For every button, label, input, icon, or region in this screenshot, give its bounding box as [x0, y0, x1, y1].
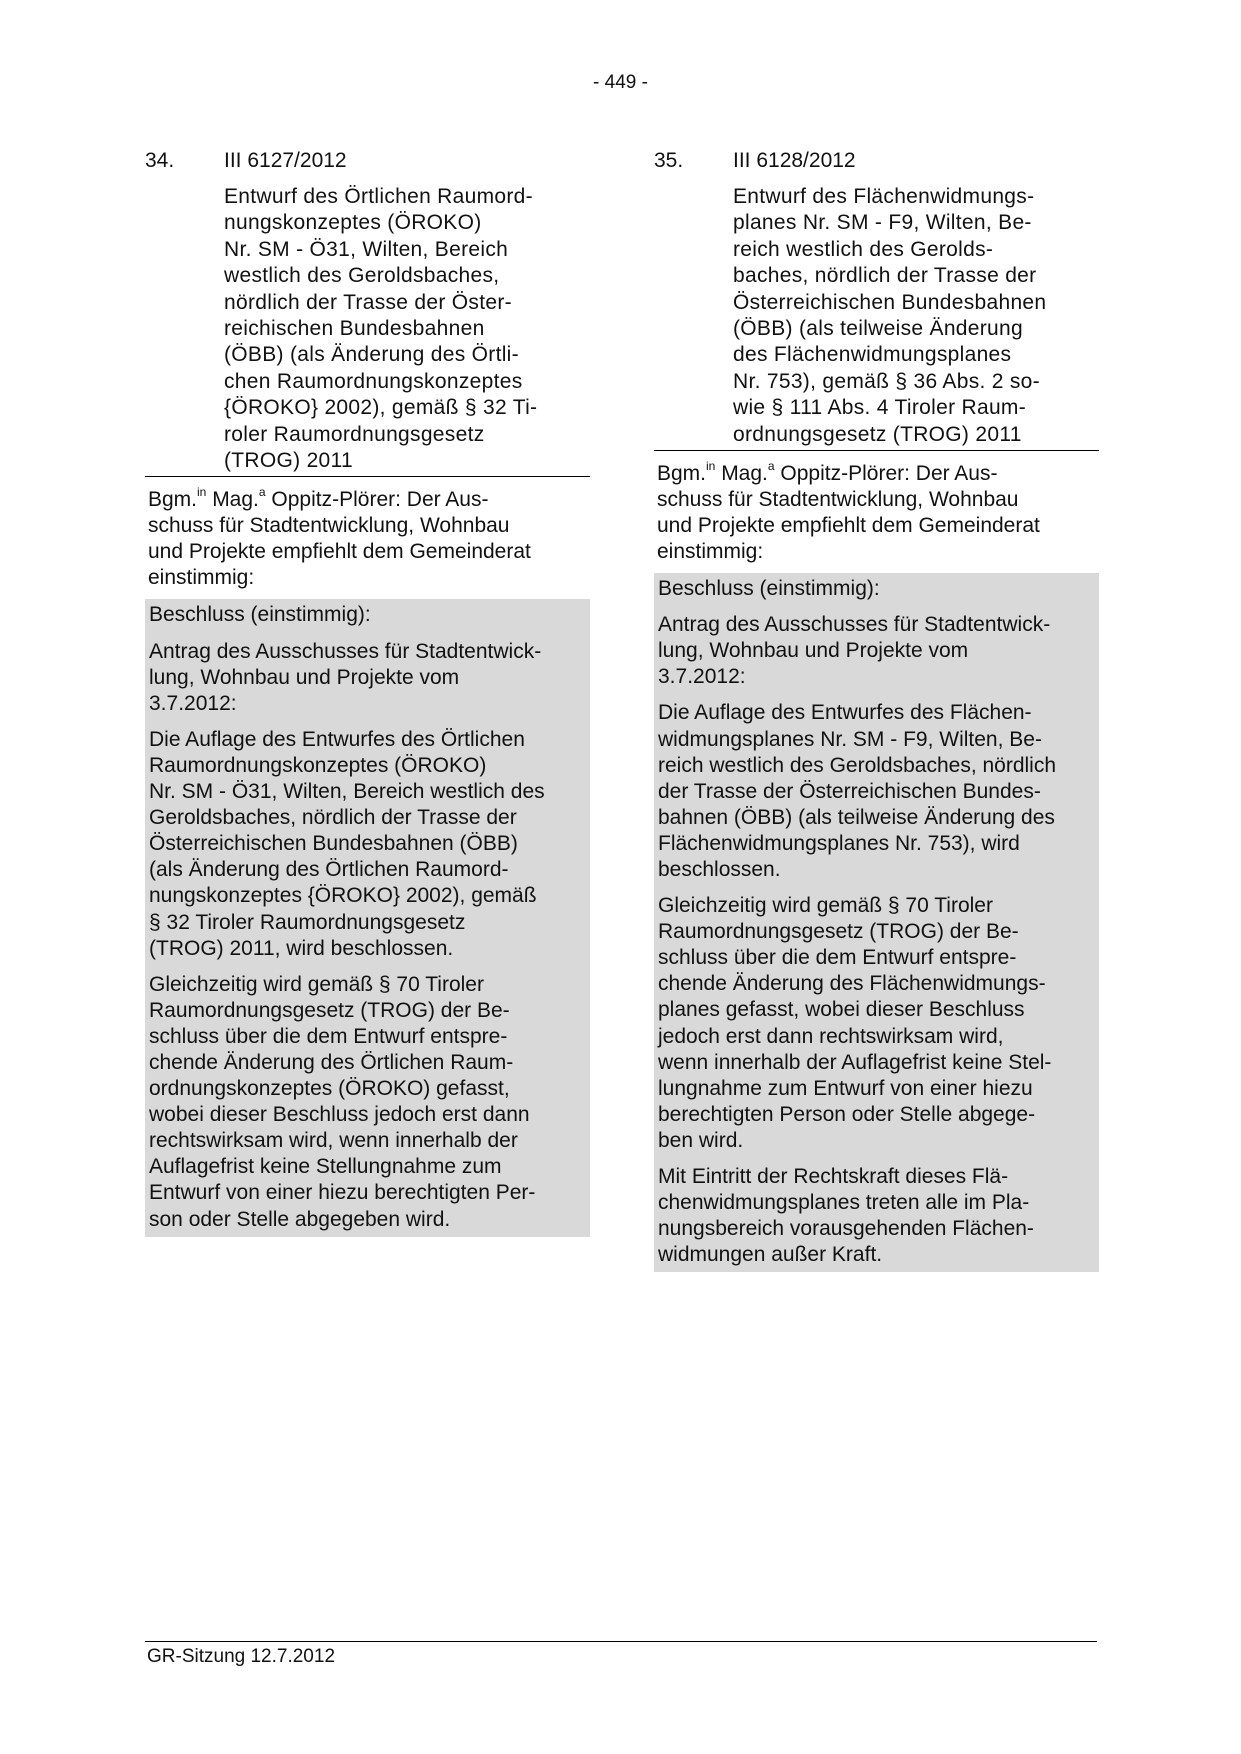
- item-reference: III 6128/2012: [733, 149, 856, 172]
- title-line: wie § 111 Abs. 4 Tiroler Raum-: [733, 396, 1027, 420]
- title-line: Österreichischen Bundesbahnen: [733, 290, 1047, 314]
- recommendation-intro: Bgm.$^{in}$ Mag.$^a$ Oppitz-Plörer: Der Aus- schuss für Stadtentwicklung, Wohnbau und Projekte empfiehlt dem Gemeinderat einstimmig:: [148, 485, 531, 590]
- item-number: 35.: [654, 149, 684, 172]
- decision-box: [145, 599, 590, 1236]
- title-line: baches, nördlich der Trasse der: [733, 264, 1037, 288]
- title-line: Nr. SM - Ö31, Wilten, Bereich: [224, 237, 509, 261]
- agenda-item-35: [654, 148, 1099, 1272]
- recommendation-intro: Bgm.$^{in}$ Mag.$^a$ Oppitz-Plörer: Der Aus- schuss für Stadtentwicklung, Wohnbau und Projekte empfiehlt dem Gemeinderat einstimmig:: [657, 459, 1040, 564]
- title-line: des Flächenwidmungsplanes: [733, 343, 1012, 367]
- item-title: [733, 184, 1095, 450]
- title-line: (ÖBB) (als Änderung des Örtli-: [224, 343, 519, 367]
- title-line: Nr. 753), gemäß § 36 Abs. 2 so-: [733, 369, 1040, 393]
- title-line: nungskonzeptes (ÖROKO): [224, 211, 482, 235]
- title-line: planes Nr. SM - F9, Wilten, Be-: [733, 211, 1032, 235]
- decision-motion: Antrag des Ausschusses für Stadtentwick- lung, Wohnbau und Projekte vom 3.7.2012:: [149, 639, 542, 715]
- decision-paragraph: Die Auflage des Entwurfes des Örtlichen Raumordnungskonzeptes (ÖROKO) Nr. SM - Ö31, Wilten, Bereich westlich des Geroldsbaches, nördlich der Trasse der Österreichischen Bundesbahnen (ÖBB) (als Änderung des Örtlichen Raumord- nungskonzeptes {ÖROKO} 2002), gemäß § 32 Tiroler Raumordnungsgesetz (TROG) 2011, wird beschlossen.: [149, 727, 545, 960]
- title-line: roler Raumordnungsgesetz: [224, 422, 485, 446]
- decision-heading: Beschluss (einstimmig):: [149, 603, 371, 627]
- decision-paragraph: Gleichzeitig wird gemäß § 70 Tiroler Raumordnungsgesetz (TROG) der Be- schluss über die dem Entwurf entspre- chende Änderung des Flächenwidmungs- planes gefasst, wobei dieser Beschluss jedoch erst dann rechtswirksam wird, wenn innerhalb der Auflagefrist keine Stel- lungnahme zum Entwurf von einer hiezu berechtigten Person oder Stelle abgege- ben wird.: [658, 894, 1052, 1152]
- footer-session-date: GR-Sitzung 12.7.2012: [147, 1646, 336, 1667]
- title-line: reichischen Bundesbahnen: [224, 317, 485, 341]
- item-reference: III 6127/2012: [224, 149, 347, 172]
- decision-heading: Beschluss (einstimmig):: [658, 577, 880, 601]
- title-divider: [145, 476, 590, 477]
- agenda-item-34: [145, 148, 590, 1237]
- footer-divider: [145, 1641, 1097, 1642]
- decision-motion: Antrag des Ausschusses für Stadtentwick- lung, Wohnbau und Projekte vom 3.7.2012:: [658, 613, 1051, 689]
- item-heading: [145, 148, 590, 174]
- item-heading: [654, 148, 1099, 174]
- title-line: nördlich der Trasse der Öster-: [224, 290, 512, 314]
- title-line: (ÖBB) (als teilweise Änderung: [733, 317, 1023, 341]
- title-line: {ÖROKO} 2002), gemäß § 32 Ti-: [224, 396, 538, 420]
- item-title: [224, 184, 586, 476]
- page-number: - 449 -: [593, 72, 648, 93]
- title-divider: [654, 450, 1099, 451]
- title-line: Entwurf des Flächenwidmungs-: [733, 185, 1035, 208]
- decision-box: [654, 573, 1099, 1272]
- decision-paragraph: Die Auflage des Entwurfes des Flächen- widmungsplanes Nr. SM - F9, Wilten, Be- reich westlich des Geroldsbaches, nördlich der Trasse der Österreichischen Bundes- bahnen (ÖBB) (als teilweise Änderung des Flächenwidmungsplanes Nr. 753), wird beschlossen.: [658, 701, 1057, 881]
- title-line: ordnungsgesetz (TROG) 2011: [733, 422, 1022, 446]
- title-line: westlich des Geroldsbaches,: [224, 264, 500, 288]
- decision-paragraph: Gleichzeitig wird gemäß § 70 Tiroler Raumordnungsgesetz (TROG) der Be- schluss über die dem Entwurf entspre- chende Änderung des Örtlichen Raum- ordnungskonzeptes (ÖROKO) gefasst, wobei dieser Beschluss jedoch erst dann rechtswirksam wird, wenn innerhalb der Auflagefrist keine Stellungnahme zum Entwurf von einer hiezu berechtigten Per- son oder Stelle abgegeben wird.: [149, 972, 536, 1231]
- title-line: (TROG) 2011: [224, 449, 353, 473]
- item-number: 34.: [145, 149, 175, 172]
- title-line: Entwurf des Örtlichen Raumord-: [224, 185, 533, 208]
- decision-paragraph: Mit Eintritt der Rechtskraft dieses Flä- chenwidmungsplanes treten alle im Pla- nungsbereich vorausgehenden Flächen- widmungen außer Kraft.: [658, 1165, 1034, 1267]
- title-line: chen Raumordnungskonzeptes: [224, 369, 523, 393]
- title-line: reich westlich des Gerolds-: [733, 237, 994, 261]
